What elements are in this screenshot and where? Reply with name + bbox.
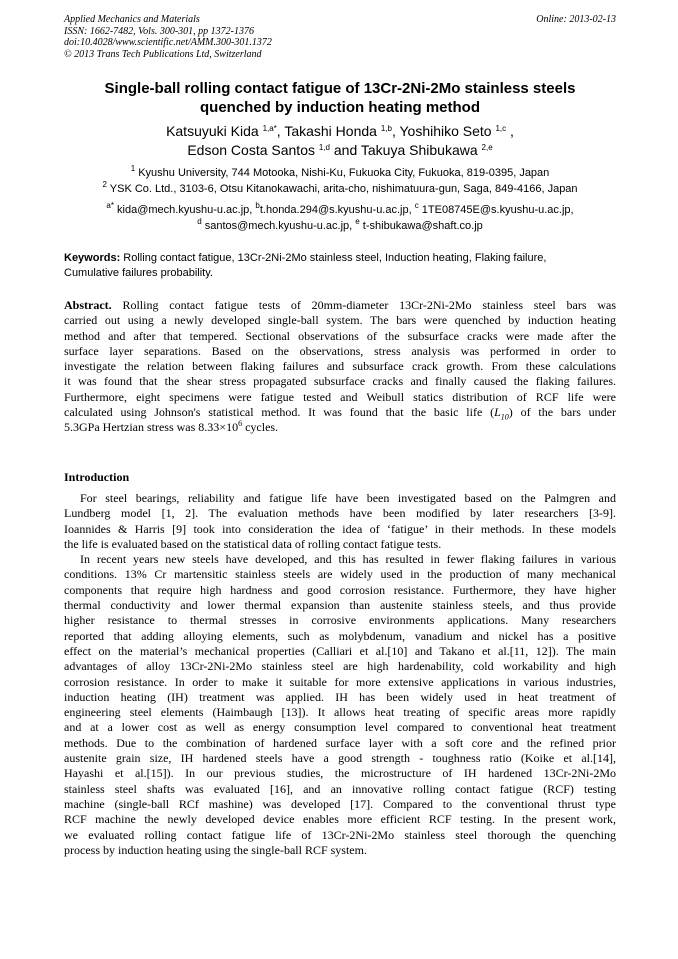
intro-line: machine (single-ball RCf mashine) was developed [17]. Compared to the conventional thrust type <box>64 796 616 811</box>
intro-line: For steel bearings, reliability and fatigue life have been investigated based on the Palmgren and <box>80 491 616 505</box>
abstract-text: calculated using Johnson's statistical method. It was found that the basic life ( <box>64 405 495 420</box>
journal-name: Applied Mechanics and Materials <box>64 14 200 25</box>
intro-line: methods. Due to the combination of hardened surface layer with a soft core and the refined prior <box>64 735 616 750</box>
keywords <box>64 251 616 281</box>
affiliation-2 <box>64 181 616 197</box>
intro-line: process by induction heating using the single-ball RCF system. <box>64 842 367 857</box>
author-line-1 <box>64 122 616 141</box>
email-line-2 <box>64 218 616 234</box>
email-address: t.honda.294@s.kyushu-u.ac.jp, <box>259 204 415 216</box>
affil-number: 2 <box>102 180 107 189</box>
abstract-line <box>64 420 616 435</box>
author-emails <box>64 202 616 234</box>
abstract-line: surface layer separations. Based on the observations, stress analysis was performed in order to <box>64 343 616 358</box>
abstract-text: cycles. <box>242 420 279 435</box>
intro-line: components that require high hardness and good corrosion resistance. Furthermore, they have higher <box>64 582 616 597</box>
online-date: Online: 2013-02-13 <box>536 14 616 25</box>
author-name: and Takuya Shibukawa <box>330 142 478 158</box>
abstract-line <box>64 298 616 313</box>
affil-number: 1 <box>130 164 136 173</box>
abstract-label: Abstract. <box>64 298 112 312</box>
basic-life-symbol: L <box>494 405 501 420</box>
journal-doi: doi:10.4028/www.scientific.net/AMM.300-301.1372 <box>64 37 272 48</box>
abstract-line <box>64 405 616 420</box>
exponent: 6 <box>238 420 243 429</box>
intro-line: the life is evaluated based on the statistical data of rolling contact fatigue tests. <box>64 536 442 551</box>
journal-issn: ISSN: 1662-7482, Vols. 300-301, pp 1372-1376 <box>64 25 254 37</box>
intro-line: stainless steel shafts was evaluated [16], and an innovative rolling contact fatigue (RCF) testing <box>64 781 616 796</box>
abstract <box>64 298 616 436</box>
abstract-line: method and after that tempered. Sectional observations of the subsurface cracks were made after the <box>64 328 616 343</box>
intro-line: advantages of alloy 13Cr-2Ni-2Mo stainless steel are high hardenability, cold workability and high <box>64 659 616 674</box>
email-mark: a* <box>106 201 114 210</box>
intro-line: thermal conductivity and lower thermal expansion than austenite stainless steels, and thus provide <box>64 598 616 613</box>
email-address: kida@mech.kyushu-u.ac.jp, <box>113 204 256 216</box>
author-affil-mark: 1,b <box>380 124 392 133</box>
intro-line: RCF machine the newly developed device enables more efficient RCF testing. In the present work, <box>64 812 616 827</box>
keywords-text: Rolling contact fatigue, 13Cr-2Ni-2Mo stainless steel, Induction heating, Flaking failure, <box>120 252 547 264</box>
affiliations <box>64 165 616 197</box>
intro-line: and at a lower cost as well as energy consumption level compared to conventional heat treatment <box>64 720 616 735</box>
journal-copyright: © 2013 Trans Tech Publications Ltd, Switzerland <box>64 48 262 60</box>
intro-line: higher resistance to thermal stresses in corrosive environments applications. Many researchers <box>64 613 616 628</box>
author-separator: , <box>510 123 514 139</box>
abstract-line: Furthermore, eight specimens were fatigue tested and Weibull statics distribution of RCF life were <box>64 389 616 404</box>
affiliation-1 <box>64 165 616 181</box>
intro-line: engineering steel elements (Haimbaugh [13]). It allows heat treating of specific areas more rapidly <box>64 705 616 720</box>
intro-line: Hayashi et al.[15]). In our previous studies, the microstructure of IH hardened 13Cr-2Ni-2Mo <box>64 766 616 781</box>
abstract-text: ) of the bars under <box>508 405 616 420</box>
basic-life-subscript: 10 <box>500 412 509 421</box>
intro-line: Lundberg model [1, 2]. The evaluation methods have been modified by later researchers [3-9]. <box>64 506 616 521</box>
email-address: t-shibukawa@shaft.co.jp <box>359 220 483 232</box>
introduction-body <box>64 491 616 858</box>
journal-header <box>64 14 616 60</box>
intro-line: In recent years new steels have developed, and this has resulted in fewer flaking failures in various <box>80 552 616 567</box>
keywords-label: Keywords: <box>64 252 121 264</box>
email-address: santos@mech.kyushu-u.ac.jp, <box>201 220 356 232</box>
abstract-line: it was found that the shear stress propagated subsurface cracks and finally caused the flaking failures. <box>64 374 616 389</box>
email-address: 1TE08745E@s.kyushu-u.ac.jp, <box>418 204 574 216</box>
abstract-line: investigate the relation between flaking failures and subsurface crack growth. From these calculations <box>64 359 616 374</box>
author-name: , Yoshihiko Seto <box>391 123 492 139</box>
author-name: Edson Costa Santos <box>187 142 315 158</box>
abstract-text: Rolling contact fatigue tests of 20mm-diameter 13Cr-2Ni-2Mo stainless steel bars was <box>111 298 616 312</box>
email-mark: e <box>355 217 360 226</box>
abstract-line: carried out using a newly developed single-ball system. The bars were quenched by induction heating <box>64 313 616 328</box>
intro-line: corrosion resistance. In order to make it suitable for more extensive applications in various industries, <box>64 674 616 689</box>
author-affil-mark: 2,e <box>481 143 493 152</box>
title-line-1: Single-ball rolling contact fatigue of 13Cr-2Ni-2Mo stainless steels <box>104 80 576 97</box>
author-name: Katsuyuki Kida <box>166 123 259 139</box>
affiliation-text: YSK Co. Ltd., 3103-6, Otsu Kitanokawachi, arita-cho, nishimatuura-gun, Saga, 849-4166, Japan <box>106 183 578 195</box>
affiliation-text: Kyushu University, 744 Motooka, Nishi-Ku, Fukuoka City, Fukuoka, 819-0395, Japan <box>135 167 550 179</box>
paper-title <box>64 80 616 117</box>
keywords-line-2: Cumulative failures probability. <box>64 267 213 279</box>
author-affil-mark: 1,d <box>318 143 330 152</box>
email-mark: d <box>197 217 202 226</box>
email-line-1 <box>64 202 616 218</box>
intro-line: effect on the material’s mechanical properties (Calliari et al.[10] and Takano et al.[11, 12]). The main <box>64 643 616 658</box>
title-line-2: quenched by induction heating method <box>200 98 480 116</box>
email-mark: b <box>255 201 260 210</box>
intro-line: austenite grain size, IH hardened steels have a good strength - toughness ratio (Koike et al.[14], <box>64 751 616 766</box>
author-line-2 <box>64 141 616 160</box>
intro-line: reported that adding alloying elements, such as molybdenum, vanadium and nickel has a positive <box>64 628 616 643</box>
intro-line: induction heating (IH) treatment was applied. IH has been widely used in heat treatment of <box>64 689 616 704</box>
author-affil-mark: 1,c <box>495 124 507 133</box>
intro-line: conditions. 13% Cr martensitic stainless steels are widely used in the production of many mechanical <box>64 567 616 582</box>
author-name: , Takashi Honda <box>276 123 377 139</box>
intro-line: Ioannides & Harris [9] took into consideration the idea of ‘fatigue’ in their methods. In these models <box>64 521 616 536</box>
email-mark: c <box>414 201 419 210</box>
author-list <box>64 122 616 160</box>
keywords-line-1 <box>64 251 616 266</box>
section-heading-introduction: Introduction <box>64 470 130 484</box>
intro-line: we evaluated rolling contact fatigue life of 13Cr-2Ni-2Mo stainless steel thorough the quenching <box>64 827 616 842</box>
abstract-text: 5.3GPa Hertzian stress was 8.33×10 <box>64 420 239 435</box>
author-affil-mark: 1,a* <box>262 124 277 133</box>
